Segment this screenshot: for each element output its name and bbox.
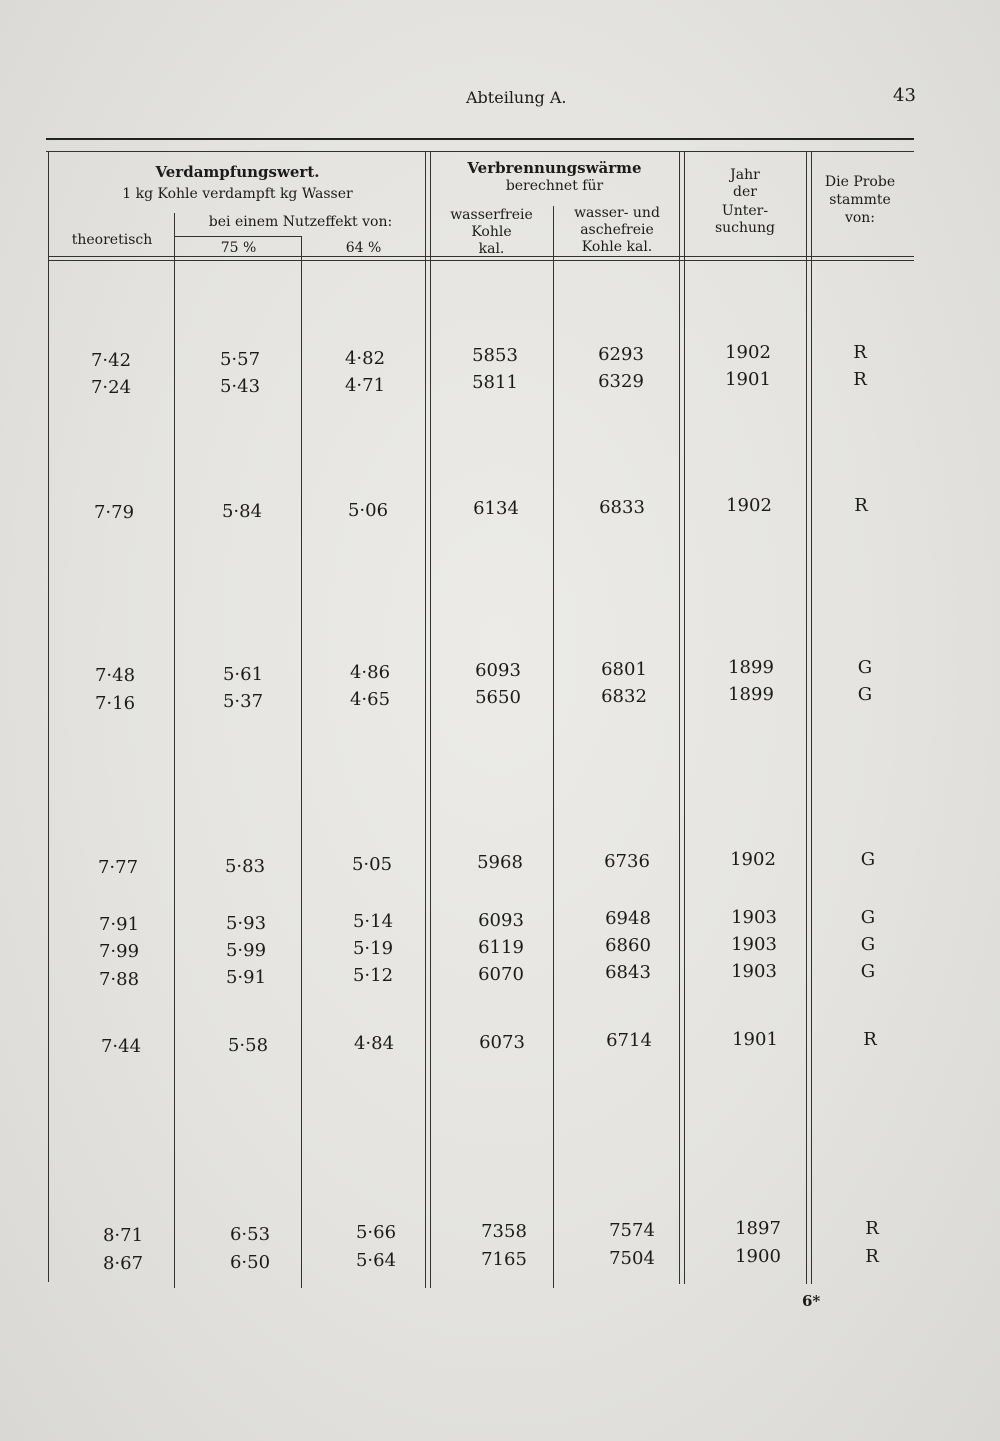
cell-64: 5·19: [352, 938, 394, 959]
table-top-rule: [46, 138, 914, 140]
cell-jahr: 1902: [730, 849, 776, 870]
cell-aschefreie: 7504: [609, 1248, 655, 1269]
header-wasserfreie-3: kal.: [478, 241, 505, 257]
cell-aschefreie: 6832: [601, 686, 647, 707]
cell-75: 5·37: [222, 691, 264, 712]
cell-64: 4·65: [349, 689, 391, 710]
header-jahr-4: suchung: [714, 220, 776, 236]
cell-probe: G: [860, 849, 876, 870]
cell-64: 4·86: [349, 662, 391, 683]
cell-75: 5·61: [222, 664, 264, 685]
cell-theoretisch: 7·42: [90, 350, 132, 371]
col-divider-6: [806, 152, 812, 1284]
cell-75: 5·93: [225, 913, 267, 934]
cell-aschefreie: 6948: [605, 908, 651, 929]
cell-probe: R: [854, 495, 868, 516]
header-nutzeffekt: bei einem Nutzeffekt von:: [208, 214, 393, 230]
cell-jahr: 1899: [728, 657, 774, 678]
header-jahr-2: der: [733, 184, 757, 200]
table-top-rule-inner: [46, 151, 914, 152]
cell-theoretisch: 7·16: [94, 693, 136, 714]
cell-jahr: 1901: [732, 1029, 778, 1050]
cell-jahr: 1902: [725, 342, 771, 363]
cell-jahr: 1902: [726, 495, 772, 516]
header-verdampfung-title: Verdampfungswert.: [155, 163, 320, 181]
cell-jahr: 1903: [731, 934, 777, 955]
cell-wasserfreie: 6093: [475, 660, 521, 681]
col-divider-5: [679, 152, 685, 1284]
cell-probe: G: [860, 961, 876, 982]
cell-theoretisch: 7·77: [97, 857, 139, 878]
cell-wasserfreie: 6093: [478, 910, 524, 931]
cell-probe: G: [860, 934, 876, 955]
cell-probe: G: [857, 684, 873, 705]
cell-theoretisch: 8·67: [102, 1253, 144, 1274]
cell-wasserfreie: 6134: [473, 498, 519, 519]
cell-aschefreie: 6293: [598, 344, 644, 365]
page-number: 43: [893, 85, 916, 106]
cell-64: 4·71: [344, 375, 386, 396]
cell-75: 5·91: [225, 967, 267, 988]
cell-64: 5·12: [352, 965, 394, 986]
cell-theoretisch: 7·99: [98, 941, 140, 962]
header-bottom-rule-inner: [48, 260, 914, 261]
cell-wasserfreie: 7165: [481, 1249, 527, 1270]
cell-wasserfreie: 6073: [479, 1032, 525, 1053]
cell-jahr: 1901: [725, 369, 771, 390]
cell-wasserfreie: 5811: [472, 372, 518, 393]
header-theoretisch: theoretisch: [71, 232, 153, 248]
col-divider-1: [174, 213, 175, 1288]
signature-mark: 6*: [802, 1292, 821, 1310]
cell-64: 5·66: [355, 1222, 397, 1243]
running-head: Abteilung A.: [466, 88, 567, 107]
col-divider-3: [425, 152, 431, 1288]
cell-theoretisch: 7·91: [98, 914, 140, 935]
cell-wasserfreie: 5968: [477, 852, 523, 873]
cell-75: 6·50: [229, 1252, 271, 1273]
cell-aschefreie: 6801: [601, 659, 647, 680]
cell-aschefreie: 6833: [599, 497, 645, 518]
cell-wasserfreie: 6070: [478, 964, 524, 985]
cell-jahr: 1899: [728, 684, 774, 705]
cell-theoretisch: 7·88: [98, 969, 140, 990]
cell-probe: R: [863, 1029, 877, 1050]
col-divider-4: [553, 206, 554, 1288]
cell-theoretisch: 8·71: [102, 1225, 144, 1246]
cell-aschefreie: 6843: [605, 962, 651, 983]
header-aschefreie-1: wasser- und: [574, 205, 660, 221]
header-verdampfung-sub: 1 kg Kohle verdampft kg Wasser: [122, 186, 353, 202]
cell-64: 5·05: [351, 854, 393, 875]
cell-jahr: 1900: [735, 1246, 781, 1267]
cell-theoretisch: 7·48: [94, 665, 136, 686]
cell-probe: G: [860, 907, 876, 928]
cell-aschefreie: 6714: [606, 1030, 652, 1051]
cell-75: 5·57: [219, 349, 261, 370]
cell-theoretisch: 7·24: [90, 377, 132, 398]
cell-64: 4·82: [344, 348, 386, 369]
cell-75: 5·83: [224, 856, 266, 877]
cell-aschefreie: 6736: [604, 851, 650, 872]
cell-probe: R: [853, 342, 867, 363]
cell-jahr: 1903: [731, 961, 777, 982]
cell-aschefreie: 6329: [598, 371, 644, 392]
cell-64: 5·64: [355, 1250, 397, 1271]
cell-wasserfreie: 6119: [478, 937, 524, 958]
header-jahr-1: Jahr: [730, 167, 760, 183]
cell-64: 5·14: [352, 911, 394, 932]
cell-64: 4·84: [353, 1033, 395, 1054]
header-verbrennung-title: Verbrennungswärme: [467, 159, 642, 177]
cell-probe: R: [865, 1218, 879, 1239]
cell-jahr: 1903: [731, 907, 777, 928]
table-left-border: [48, 152, 49, 1282]
cell-75: 5·84: [221, 501, 263, 522]
header-verbrennung-sub: berechnet für: [505, 178, 604, 194]
cell-wasserfreie: 7358: [481, 1221, 527, 1242]
cell-aschefreie: 6860: [605, 935, 651, 956]
cell-probe: R: [865, 1246, 879, 1267]
cell-75: 6·53: [229, 1224, 271, 1245]
header-aschefreie-3: Kohle kal.: [581, 239, 653, 255]
cell-64: 5·06: [347, 500, 389, 521]
cell-75: 5·58: [227, 1035, 269, 1056]
header-wasserfreie-2: Kohle: [471, 224, 512, 240]
header-probe-3: von:: [844, 210, 876, 226]
cell-jahr: 1897: [735, 1218, 781, 1239]
col-divider-2: [301, 236, 302, 1288]
cell-wasserfreie: 5650: [475, 687, 521, 708]
cell-probe: G: [857, 657, 873, 678]
cell-75: 5·43: [219, 376, 261, 397]
cell-theoretisch: 7·44: [100, 1036, 142, 1057]
pct-divider-rule: [175, 236, 301, 237]
header-aschefreie-2: aschefreie: [580, 222, 654, 238]
header-75-percent: 75 %: [220, 240, 257, 256]
cell-wasserfreie: 5853: [472, 345, 518, 366]
header-probe-1: Die Probe: [824, 174, 896, 190]
cell-probe: R: [853, 369, 867, 390]
header-jahr-3: Unter-: [721, 203, 769, 219]
header-64-percent: 64 %: [345, 240, 382, 256]
header-wasserfreie-1: wasserfreie: [450, 207, 533, 223]
cell-75: 5·99: [225, 940, 267, 961]
cell-aschefreie: 7574: [609, 1220, 655, 1241]
cell-theoretisch: 7·79: [93, 502, 135, 523]
header-probe-2: stammte: [829, 192, 891, 208]
